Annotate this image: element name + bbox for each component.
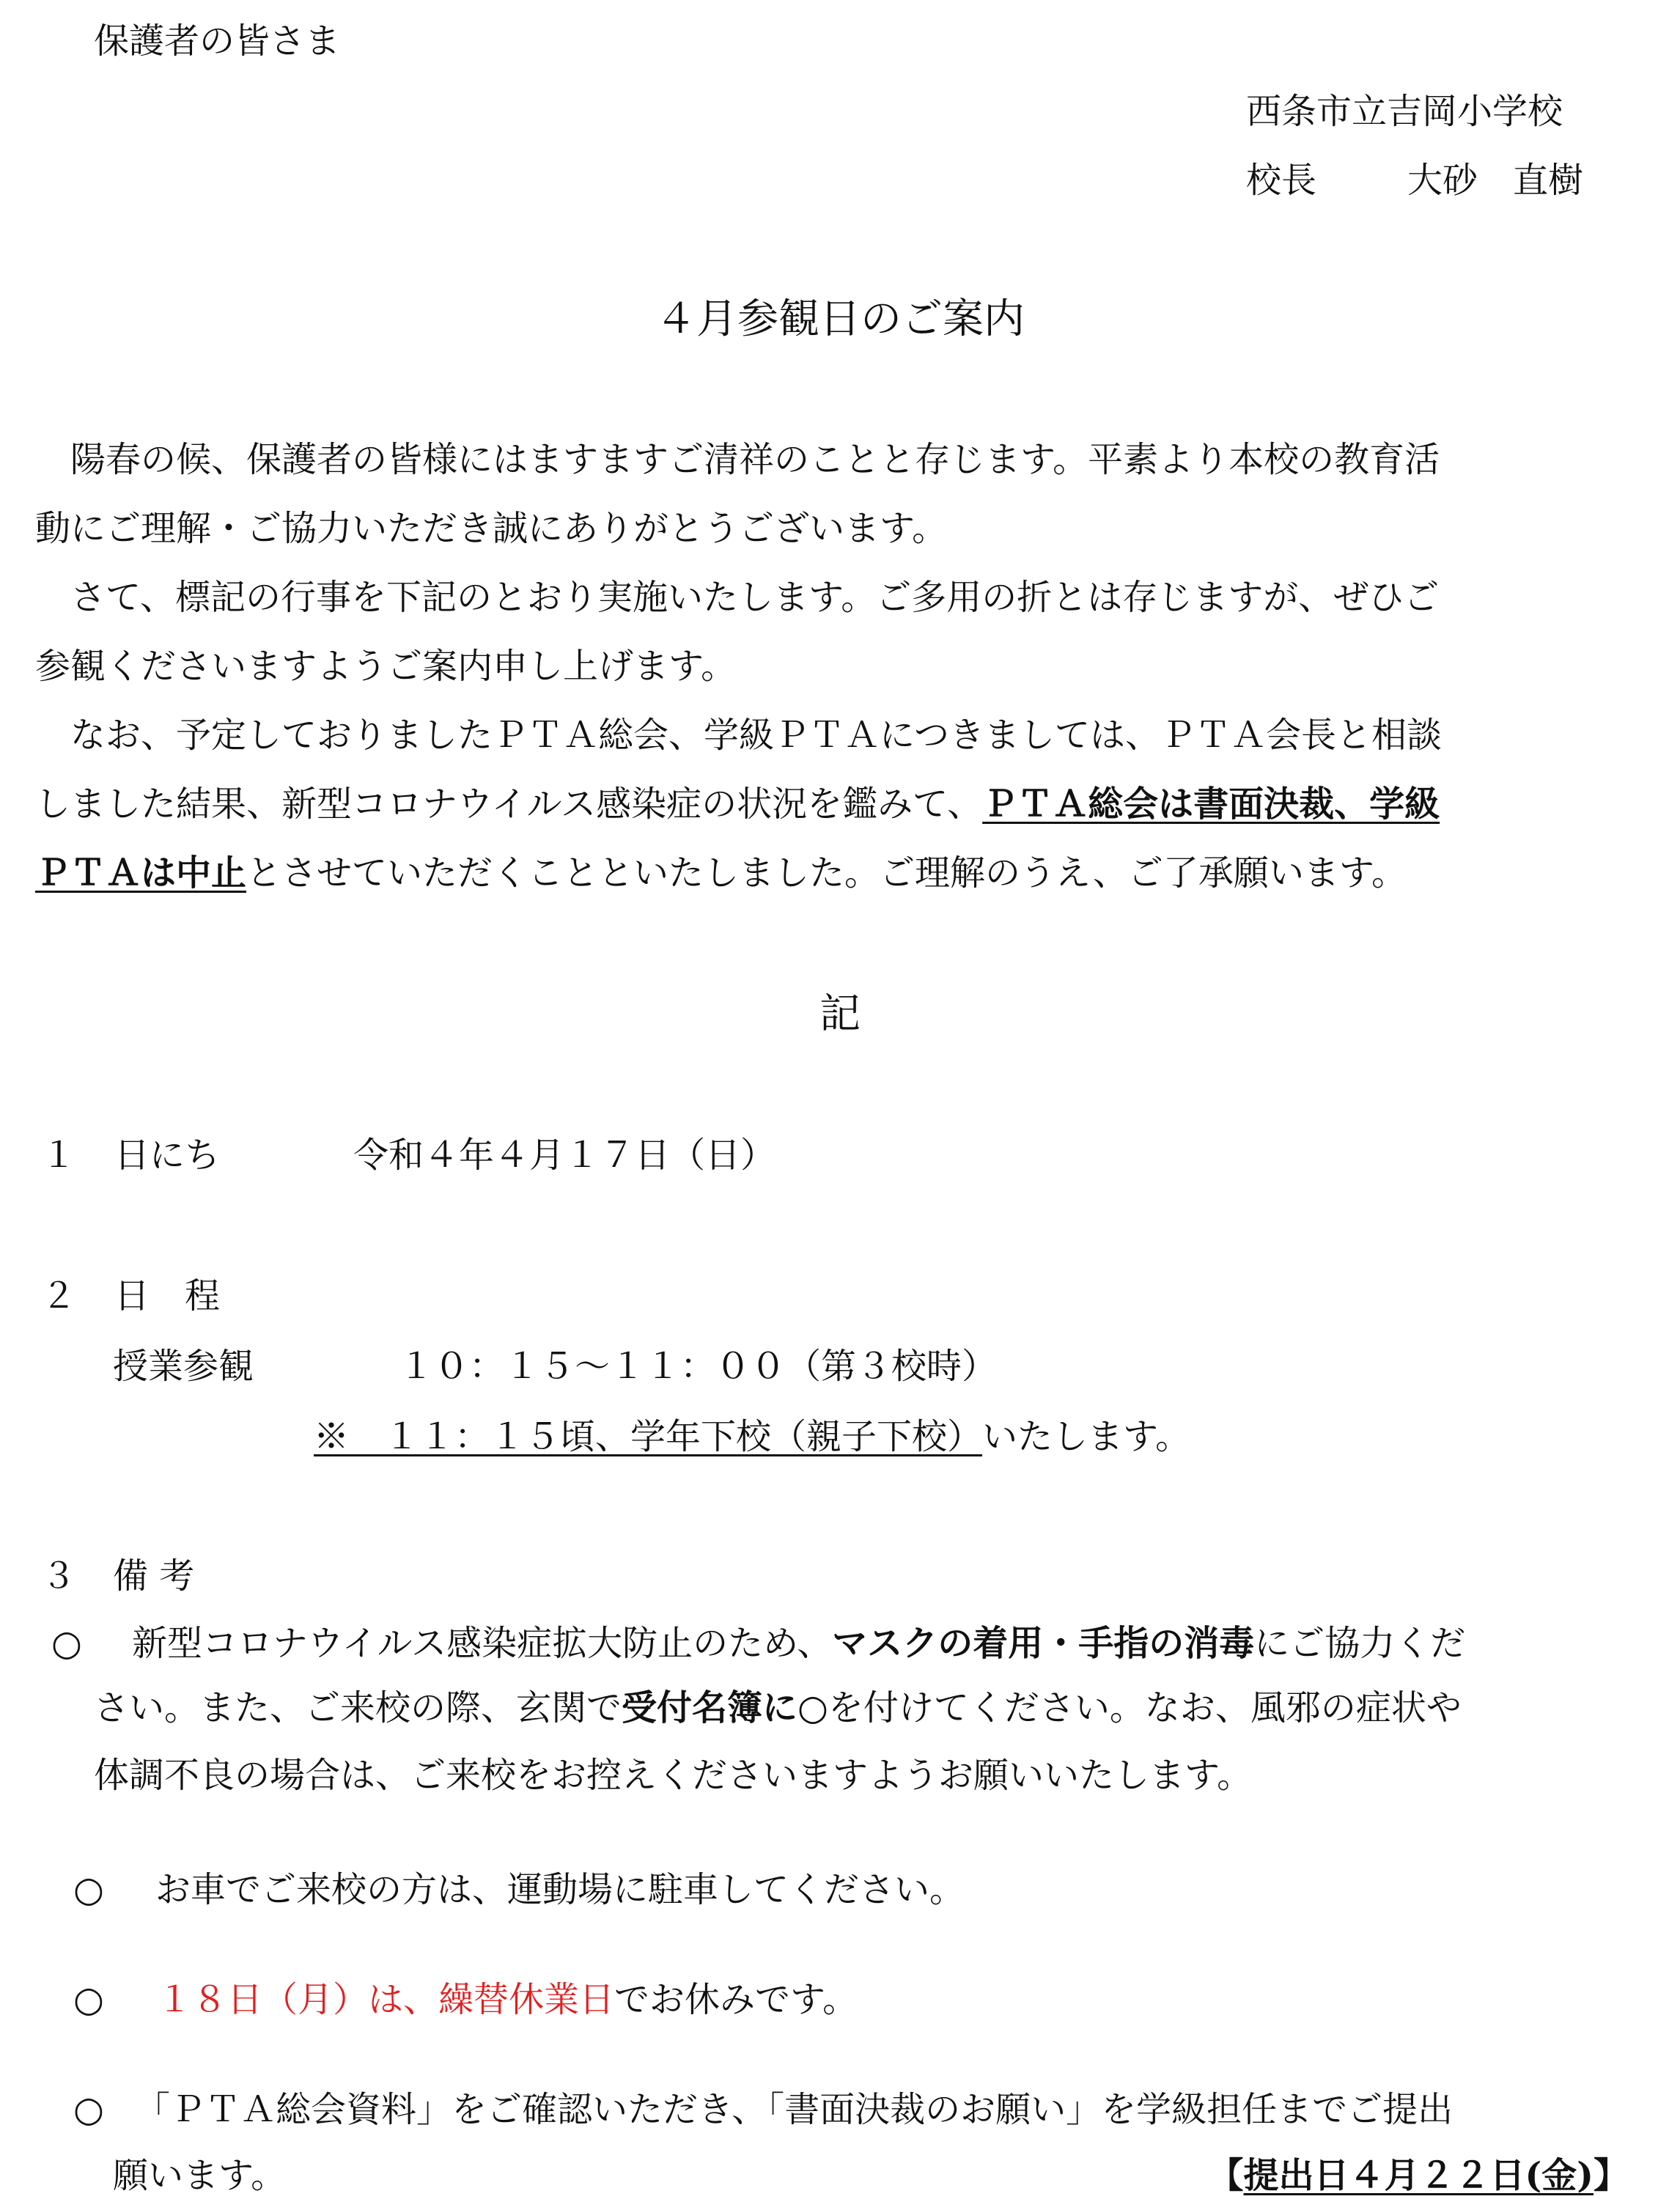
item2-note-rest: いたします。 — [982, 1416, 1191, 1457]
page-title: ４月参観日のご案内 — [655, 295, 1025, 343]
item1-value: 令和４年４月１７日（日） — [353, 1135, 776, 1176]
deadline-date: 提出日４月２２日(金) — [1243, 2155, 1594, 2196]
deadline-bracket-open: 【 — [1208, 2155, 1244, 2196]
bullet1-line1-c: にご協力くだ — [1254, 1623, 1466, 1664]
item2-sub-label: 授業参観 — [113, 1346, 254, 1387]
bullet1-mark: ○ — [51, 1623, 82, 1664]
item3-label: 備 考 — [113, 1555, 195, 1596]
p3-line3-normal: とさせていただくことといたしました。ご理解のうえ、ご了承願います。 — [246, 852, 1407, 894]
p2-line1: さて、標記の行事を下記のとおり実施いたします。ご多用の折とは存じますが、ぜひご — [35, 577, 1440, 618]
item2-note-underlined: ※ １１：１５頃、学年下校（親子下校） — [314, 1416, 983, 1457]
bullet3-rest: でお休みです。 — [614, 1979, 858, 2020]
bullet1-line1-a: 新型コロナウイルス感染症拡大防止のため、 — [132, 1623, 833, 1664]
body-paragraphs — [35, 425, 1648, 907]
deadline-bracket-close: 】 — [1593, 2155, 1629, 2196]
school-name: 西条市立吉岡小学校 — [1246, 91, 1563, 132]
item1-label: 日にち — [114, 1135, 221, 1176]
bullet1-line2 — [94, 1687, 1462, 1728]
bullet1-line1-bold: マスクの着用・手指の消毒 — [832, 1623, 1255, 1664]
item2-sub-value: １０：１５～１１：００（第３校時） — [399, 1346, 998, 1387]
submission-deadline — [1209, 2155, 1629, 2196]
p3-line3 — [35, 839, 1648, 907]
principal-title: 校長 — [1246, 160, 1317, 201]
bullet2-mark: ○ — [73, 1869, 104, 1910]
bullet1-line3: 体調不良の場合は、ご来校をお控えくださいますようお願いいたします。 — [94, 1755, 1253, 1796]
item2-number: ２ — [41, 1275, 77, 1316]
bullet2-text: お車でご来校の方は、運動場に駐車してください。 — [155, 1869, 965, 1910]
bullet4-line2: 願います。 — [113, 2155, 287, 2196]
p3-line2-emphasis: ＰＴＡ総会は書面決裁、学級 — [982, 784, 1440, 825]
bullet4-line1: 「ＰＴＡ総会資料」をご確認いただき、「書面決裁のお願い」を学級担任までご提出 — [135, 2089, 1454, 2130]
bullet1-line2-bold: 受付名簿に○ — [622, 1687, 828, 1728]
p2-line2: 参観くださいますようご案内申し上げます。 — [35, 646, 737, 687]
bullet3-mark: ○ — [73, 1979, 104, 2020]
bullet1-line1 — [132, 1623, 1465, 1664]
recipient: 保護者の皆さま — [94, 21, 341, 62]
p3-line1: なお、予定しておりましたＰＴＡ総会、学級ＰＴＡにつきましては、ＰＴＡ会長と相談 — [35, 715, 1443, 756]
bullet3-red-text: １８日（月）は、繰替休業日 — [157, 1979, 615, 2020]
p3-line2 — [35, 770, 1648, 839]
ki-heading: 記 — [819, 990, 861, 1038]
bullet1-line2-a: さい。また、ご来校の際、玄関で — [94, 1687, 622, 1728]
item1-number: １ — [41, 1135, 77, 1176]
p3-line2-normal: しました結果、新型コロナウイルス感染症の状況を鑑みて、 — [35, 784, 983, 825]
item2-note — [314, 1416, 1190, 1457]
bullet3-text — [157, 1979, 858, 2020]
p1-line1: 陽春の候、保護者の皆様にはますますご清祥のことと存じます。平素より本校の教育活 — [35, 439, 1440, 480]
p1-line2: 動にご理解・ご協力いただき誠にありがとうございます。 — [35, 508, 948, 549]
bullet1-line2-c: を付けてください。なお、風邪の症状や — [828, 1687, 1462, 1728]
bullet4-mark: ○ — [73, 2089, 104, 2130]
item3-number: ３ — [41, 1555, 77, 1596]
p3-line3-emphasis: ＰＴＡは中止 — [35, 852, 247, 894]
principal-name: 大砂 直樹 — [1407, 160, 1584, 201]
item2-label: 日 程 — [114, 1275, 221, 1316]
